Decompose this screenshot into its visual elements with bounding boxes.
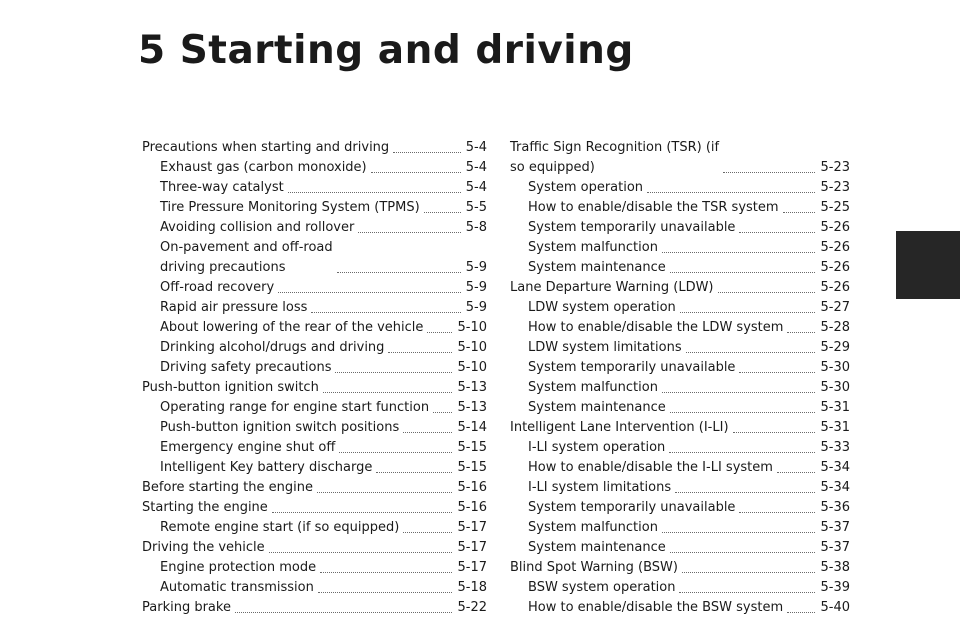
toc-entry-label [528,398,666,418]
toc-entry[interactable] [510,138,850,178]
toc-entry[interactable] [510,478,850,498]
toc-entry-page: 5-26 [820,260,850,275]
toc-entry-label [160,438,335,458]
toc-entry-label-text: System temporarily unavailable [528,360,736,375]
toc-entry-label-text: How to enable/disable the LDW system [528,320,784,335]
toc-entry[interactable] [510,598,850,618]
toc-entry[interactable] [142,358,487,378]
toc-entry[interactable] [510,518,850,538]
toc-entry-label-text: Before starting the engine [142,480,313,495]
toc-entry-label-text: System temporarily unavailable [528,220,736,235]
dot-leader [733,432,816,433]
dot-leader [320,572,452,573]
toc-entry[interactable] [510,538,850,558]
toc-entry-label [160,418,399,438]
toc-entry-label-text: Automatic transmission [160,580,314,595]
toc-entry-label-text: System maintenance [528,540,666,555]
toc-entry-label-text: Driving safety precautions [160,360,332,375]
toc-entry-page: 5-37 [820,520,850,535]
toc-entry-label [160,558,316,578]
toc-entry[interactable] [142,218,487,238]
toc-entry-label-text: I-LI system operation [528,440,666,455]
dot-leader [739,372,815,373]
toc-entry-page: 5-15 [457,440,487,455]
dot-leader [235,612,453,613]
toc-entry[interactable] [142,398,487,418]
toc-entry-page: 5-9 [465,260,487,275]
toc-entry-label-text: Blind Spot Warning (BSW) [510,560,678,575]
toc-entry[interactable] [142,598,487,618]
toc-entry[interactable] [142,438,487,458]
chapter-title: 5 Starting and driving [138,28,634,73]
toc-entry[interactable] [142,338,487,358]
toc-entry-label [142,378,319,398]
toc-entry-label [160,178,284,198]
toc-entry[interactable] [510,278,850,298]
toc-entry-label-text: About lowering of the rear of the vehicle [160,320,424,335]
toc-entry-label-text: System malfunction [528,240,658,255]
toc-entry-label [160,218,354,238]
toc-entry-label [160,358,331,378]
toc-entry-label-text: Intelligent Lane Intervention (I-LI) [510,420,729,435]
dot-leader [787,332,815,333]
toc-entry-page: 5-8 [465,220,487,235]
toc-entry-page: 5-18 [457,580,487,595]
toc-entry-label-text: so equipped) [510,160,595,175]
toc-entry-label [528,578,675,598]
toc-entry-page: 5-13 [457,380,487,395]
toc-entry-label-text: How to enable/disable the TSR system [528,200,779,215]
dot-leader [403,532,452,533]
dot-leader [723,172,815,173]
toc-entry-label [528,518,658,538]
chapter-tab-marker [896,231,960,299]
toc-entry-label [528,298,676,318]
toc-entry-label-text: How to enable/disable the I-LI system [528,460,773,475]
toc-entry-label-line1: On-pavement and off-road [160,240,333,255]
toc-entry[interactable] [510,558,850,578]
toc-entry-label-text: Lane Departure Warning (LDW) [510,280,714,295]
toc-entry[interactable] [142,558,487,578]
toc-entry-label-text: Precautions when starting and driving [142,140,390,155]
dot-leader [272,512,453,513]
toc-entry-page: 5-33 [820,440,850,455]
dot-leader [376,472,452,473]
toc-entry-label [160,158,367,178]
toc-entry[interactable] [142,198,487,218]
toc-entry-label [528,438,665,458]
toc-entry-label-text: I-LI system limitations [528,480,672,495]
toc-entry-label-text: Push-button ignition switch positions [160,420,400,435]
toc-entry-label-text: LDW system operation [528,300,676,315]
toc-entry-page: 5-31 [820,420,850,435]
toc-entry-page: 5-30 [820,360,850,375]
dot-leader [288,192,461,193]
toc-entry[interactable] [142,418,487,438]
dot-leader [670,272,816,273]
toc-entry[interactable] [510,198,850,218]
toc-entry[interactable] [510,458,850,478]
dot-leader [337,272,461,273]
dot-leader [787,612,815,613]
toc-entry-label [160,518,399,538]
toc-entry-page: 5-17 [457,520,487,535]
toc-entry-page: 5-39 [820,580,850,595]
toc-entry[interactable] [142,498,487,518]
toc-entry-label [160,578,314,598]
toc-entry-page: 5-40 [820,600,850,615]
toc-entry-page: 5-38 [820,560,850,575]
toc-entry-label [160,298,307,318]
dot-leader [662,392,816,393]
toc-entry[interactable] [510,178,850,198]
toc-entry-label-line1: Traffic Sign Recognition (TSR) (if [510,140,720,155]
toc-entry-label [510,558,678,578]
toc-entry-label [528,498,735,518]
toc-entry-page: 5-17 [457,560,487,575]
toc-entry[interactable] [142,238,487,278]
toc-entry[interactable] [510,338,850,358]
dot-leader [680,312,816,313]
dot-leader [670,552,816,553]
toc-entry-label-text: Off-road recovery [160,280,275,295]
toc-entry-page: 5-23 [820,160,850,175]
dot-leader [433,412,452,413]
toc-entry-label [528,178,643,198]
toc-entry-page: 5-15 [457,460,487,475]
toc-entry-page: 5-37 [820,540,850,555]
toc-entry-label-text: Tire Pressure Monitoring System (TPMS) [160,200,420,215]
dot-leader [339,452,452,453]
dot-leader [682,572,816,573]
dot-leader [358,232,460,233]
toc-entry-label [510,418,729,438]
toc-right-column [510,138,850,618]
toc-entry-page: 5-10 [457,340,487,355]
dot-leader [371,172,461,173]
toc-entry-label-text: Exhaust gas (carbon monoxide) [160,160,367,175]
dot-leader [670,412,816,413]
toc-entry-label [510,138,719,178]
toc-entry-label [160,238,333,278]
dot-leader [317,492,453,493]
dot-leader [278,292,461,293]
toc-entry-label [528,338,682,358]
toc-entry[interactable] [142,538,487,558]
toc-entry-label-text: Engine protection mode [160,560,317,575]
toc-entry-page: 5-26 [820,240,850,255]
toc-entry-page: 5-34 [820,480,850,495]
toc-entry[interactable] [142,458,487,478]
toc-entry[interactable] [142,318,487,338]
toc-entry[interactable] [142,278,487,298]
dot-leader [777,472,816,473]
toc-entry[interactable] [510,398,850,418]
toc-entry-label [160,338,384,358]
toc-entry[interactable] [510,298,850,318]
toc-entry-label [142,478,313,498]
toc-entry-label [142,598,231,618]
toc-entry-label-text: System maintenance [528,260,666,275]
toc-entry[interactable] [510,318,850,338]
dot-leader [269,552,453,553]
toc-entry-label-text: Parking brake [142,600,231,615]
toc-entry[interactable] [510,438,850,458]
toc-entry-page: 5-9 [465,280,487,295]
toc-entry-label-text: BSW system operation [528,580,676,595]
toc-entry-label [528,458,773,478]
dot-leader [783,212,816,213]
toc-entry-page: 5-27 [820,300,850,315]
toc-entry-page: 5-25 [820,200,850,215]
toc-entry-page: 5-9 [465,300,487,315]
toc-entry-page: 5-16 [457,480,487,495]
toc-entry-label-text: driving precautions [160,260,286,275]
toc-entry-label-text: System maintenance [528,400,666,415]
dot-leader [318,592,453,593]
toc-entry-label-text: Intelligent Key battery discharge [160,460,373,475]
toc-entry-label-text: Avoiding collision and rollover [160,220,355,235]
dot-leader [311,312,460,313]
dot-leader [393,152,461,153]
toc-entry-label [528,238,658,258]
toc-entry-page: 5-28 [820,320,850,335]
toc-entry-page: 5-26 [820,280,850,295]
toc-entry-page: 5-26 [820,220,850,235]
dot-leader [686,352,816,353]
toc-entry-label-text: System malfunction [528,380,658,395]
toc-entry-label-text: Drinking alcohol/drugs and driving [160,340,385,355]
toc-entry-page: 5-17 [457,540,487,555]
toc-entry-page: 5-4 [465,180,487,195]
toc-entry-label-text: Push-button ignition switch [142,380,319,395]
toc-entry-page: 5-10 [457,320,487,335]
dot-leader [679,592,815,593]
dot-leader [427,332,452,333]
toc-entry-page: 5-16 [457,500,487,515]
toc-entry-page: 5-31 [820,400,850,415]
dot-leader [739,512,815,513]
toc-entry-page: 5-22 [457,600,487,615]
dot-leader [662,532,816,533]
toc-entry-page: 5-4 [465,140,487,155]
toc-left-column [142,138,487,618]
dot-leader [335,372,452,373]
toc-entry-label [142,538,265,558]
toc-entry-label-text: System operation [528,180,644,195]
toc-entry-label [160,458,372,478]
toc-entry-page: 5-13 [457,400,487,415]
toc-entry[interactable] [510,378,850,398]
dot-leader [739,232,815,233]
toc-entry[interactable] [510,358,850,378]
toc-entry-label-text: System temporarily unavailable [528,500,736,515]
toc-entry-page: 5-10 [457,360,487,375]
toc-entry-label-text: Starting the engine [142,500,268,515]
toc-entry-label-text: How to enable/disable the BSW system [528,600,784,615]
toc-entry[interactable] [510,258,850,278]
toc-entry-label-text: LDW system limitations [528,340,682,355]
toc-entry-label [528,538,666,558]
toc-entry-page: 5-4 [465,160,487,175]
dot-leader [662,252,816,253]
toc-entry-label-text: Driving the vehicle [142,540,265,555]
dot-leader [669,452,815,453]
dot-leader [424,212,461,213]
toc-entry-label [528,358,735,378]
toc-entry-page: 5-34 [820,460,850,475]
toc-entry[interactable] [142,138,487,158]
toc-entry-label [510,278,714,298]
toc-entry-label-text: Operating range for engine start function [160,400,430,415]
dot-leader [675,492,815,493]
toc-entry-label [528,218,735,238]
toc-entry[interactable] [142,158,487,178]
dot-leader [403,432,452,433]
toc-entry[interactable] [142,478,487,498]
toc-entry-label [528,258,666,278]
toc-entry[interactable] [142,578,487,598]
toc-entry[interactable] [142,178,487,198]
toc-entry-label [528,598,783,618]
toc-entry-label [528,318,783,338]
toc-entry-page: 5-29 [820,340,850,355]
toc-entry-label [160,398,429,418]
toc-entry-label [528,198,779,218]
dot-leader [323,392,453,393]
toc-entry[interactable] [510,498,850,518]
toc-entry-label-text: Emergency engine shut off [160,440,336,455]
toc-entry[interactable] [142,298,487,318]
toc-entry[interactable] [510,578,850,598]
toc-entry-label-text: Rapid air pressure loss [160,300,308,315]
toc-entry-label-text: System malfunction [528,520,658,535]
toc-entry[interactable] [510,218,850,238]
toc-entry[interactable] [142,518,487,538]
toc-entry-label [160,198,420,218]
toc-entry-label-text: Three-way catalyst [160,180,284,195]
toc-entry-label [142,498,268,518]
dot-leader [388,352,452,353]
toc-entry[interactable] [142,378,487,398]
toc-entry-label-text: Remote engine start (if so equipped) [160,520,400,535]
toc-entry-page: 5-23 [820,180,850,195]
toc-entry-page: 5-14 [457,420,487,435]
toc-entry-label [160,278,274,298]
toc-entry[interactable] [510,418,850,438]
toc-entry-label [160,318,423,338]
toc-entry-label [142,138,389,158]
toc-entry-page: 5-30 [820,380,850,395]
toc-entry-label [528,378,658,398]
dot-leader [647,192,815,193]
toc-entry-page: 5-36 [820,500,850,515]
toc-entry-page: 5-5 [465,200,487,215]
toc-entry-label [528,478,671,498]
dot-leader [718,292,816,293]
toc-entry[interactable] [510,238,850,258]
